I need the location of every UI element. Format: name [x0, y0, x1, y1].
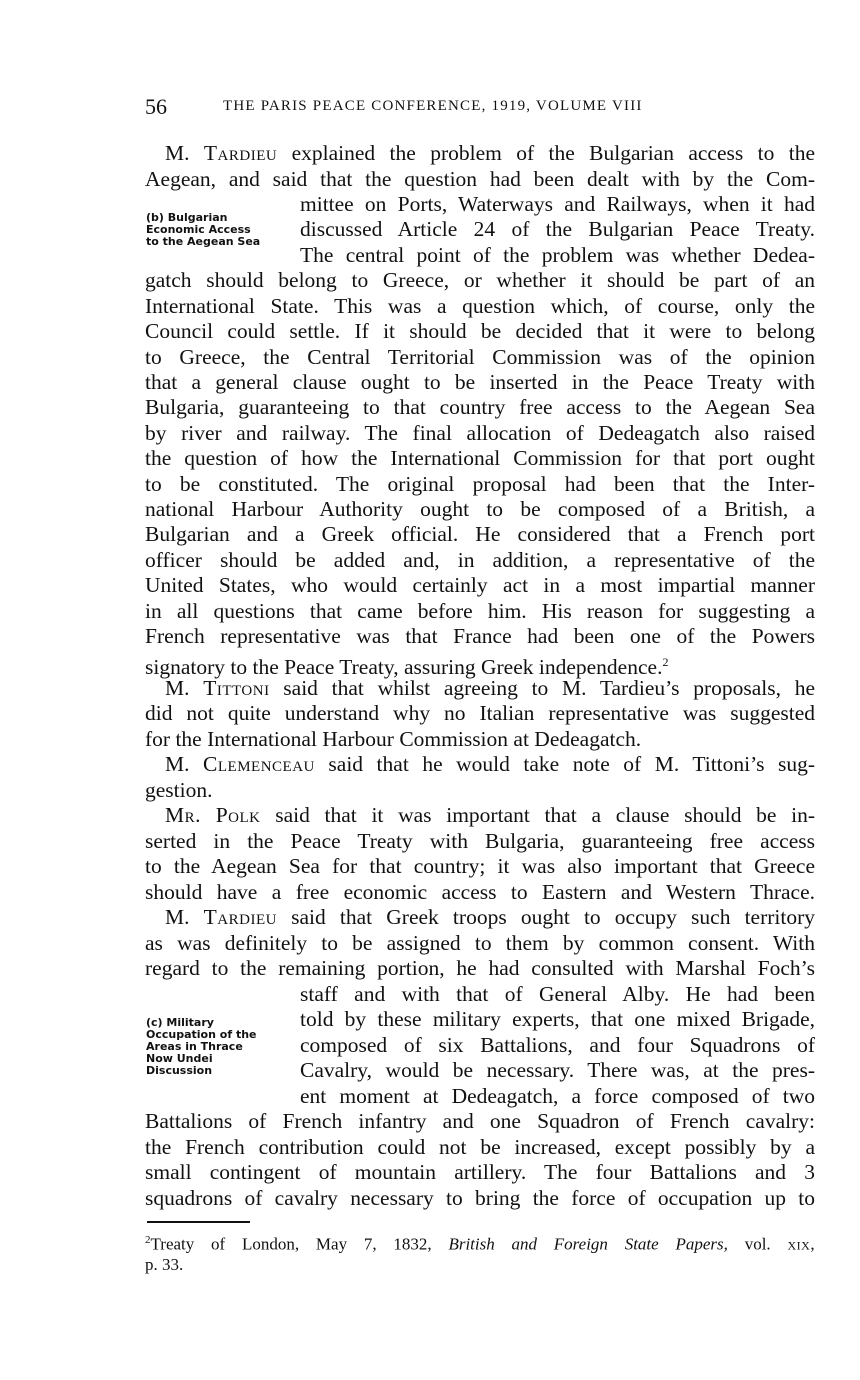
- text-line: French representative was that France had been one of the Powers: [145, 624, 815, 648]
- footnote-line: p. 33.: [145, 1254, 184, 1274]
- text-line: serted in the Peace Treaty with Bulgaria, guaranteeing free access: [145, 829, 815, 853]
- text-line: signatory to the Peace Treaty, assuring Greek independence.$^2$: [145, 655, 669, 680]
- text-line: Bulgaria, guaranteeing to that country free access to the Aegean Sea: [145, 395, 815, 419]
- text-line: to be constituted. The original proposal had been that the Inter-: [145, 472, 815, 496]
- text-line: M. Clemenceau said that he would take note of M. Tittoni’s sug-: [165, 752, 816, 776]
- text-line: Bulgarian and a Greek official. He considered that a French port: [145, 522, 815, 546]
- text-line: gestion.: [145, 778, 213, 802]
- running-head: THE PARIS PEACE CONFERENCE, 1919, VOLUME VIII: [223, 98, 643, 114]
- text-line: Mr. Polk said that it was important that a clause should be in-: [165, 803, 816, 827]
- text-line: M. Tittoni said that whilst agreeing to M. Tardieu’s proposals, he: [165, 676, 816, 700]
- text-line: should have a free economic access to Eastern and Western Thrace.: [145, 880, 815, 904]
- text-line: officer should be added and, in addition, a representative of the: [145, 548, 815, 572]
- text-line: Battalions of French infantry and one Squadron of French cavalry:: [145, 1109, 815, 1133]
- speaker-name: Tittoni: [203, 676, 270, 700]
- text-line: The central point of the problem was whether Dedea-: [300, 243, 815, 267]
- text-line: by river and railway. The final allocation of Dedeagatch also raised: [145, 421, 815, 445]
- text-line: for the International Harbour Commission at Dedeagatch.: [145, 727, 642, 751]
- text-line: in all questions that came before him. His reason for suggesting a: [145, 599, 815, 623]
- footnote-line: $^2$Treaty of London, May 7, 1832, British and Foreign State Papers, vol. xix,: [145, 1234, 816, 1254]
- page-number: 56: [145, 94, 167, 119]
- sidenote-b-line: to the Aegean Sea: [146, 235, 261, 248]
- sidenote-c-line: Discussion: [146, 1064, 213, 1077]
- footnote: [145, 1230, 815, 1275]
- text-line: mittee on Ports, Waterways and Railways, when it had: [300, 192, 815, 216]
- text-line: told by these military experts, that one mixed Brigade,: [300, 1007, 815, 1031]
- text-line: the French contribution could not be increased, except possibly by a: [145, 1135, 815, 1159]
- text-line: gatch should belong to Greece, or whether it should be part of an: [145, 268, 815, 292]
- sidenote-c-line: (c) Military: [146, 1016, 214, 1029]
- text-line: International State. This was a question which, of course, only the: [145, 294, 815, 318]
- text-line: discussed Article 24 of the Bulgarian Peace Treaty.: [300, 217, 815, 241]
- footnote-source-title: British and Foreign State Papers,: [448, 1234, 728, 1254]
- text-line: staff and with that of General Alby. He had been: [300, 982, 815, 1006]
- text-line: United States, who would certainly act in a most impartial manner: [145, 573, 815, 597]
- text-line: Aegean, and said that the question had been dealt with by the Com-: [145, 167, 815, 191]
- sidenote-b-line: Economic Access: [146, 223, 251, 236]
- footnote-marker: 2: [145, 1234, 151, 1246]
- sidenote-c-line: Occupation of the: [146, 1028, 257, 1041]
- sidenote-c-line: Areas in Thrace: [146, 1040, 243, 1053]
- text-line: the question of how the International Commission for that port ought: [145, 446, 815, 470]
- footnote-ref[interactable]: 2: [662, 655, 669, 669]
- sidenote-c: [146, 1017, 257, 1077]
- text-line: ent moment at Dedeagatch, a force composed of two: [300, 1084, 815, 1108]
- text-line: composed of six Battalions, and four Squadrons of: [300, 1033, 815, 1057]
- text-line: M. Tardieu said that Greek troops ought to occupy such territory: [165, 905, 816, 929]
- text-line: Council could settle. If it should be decided that it were to belong: [145, 319, 815, 343]
- text-line: Cavalry, would be necessary. There was, at the pres-: [300, 1058, 815, 1082]
- sidenote-b-line: (b) Bulgarian: [146, 211, 228, 224]
- page-header: [145, 94, 815, 122]
- text-line: M. Tardieu explained the problem of the Bulgarian access to the: [165, 141, 816, 165]
- text-line: to the Aegean Sea for that country; it was also important that Greece: [145, 854, 815, 878]
- text-line: regard to the remaining portion, he had consulted with Marshal Foch’s: [145, 956, 815, 980]
- text-line: small contingent of mountain artillery. The four Battalions and 3: [145, 1160, 815, 1184]
- text-line: did not quite understand why no Italian representative was suggested: [145, 701, 815, 725]
- text-line: that a general clause ought to be inserted in the Peace Treaty with: [145, 370, 815, 394]
- text-line: to Greece, the Central Territorial Commission was of the opinion: [145, 345, 815, 369]
- sidenote-b: [146, 212, 260, 248]
- speaker-name: Tardieu: [203, 905, 277, 929]
- sidenote-c-line: Now Undei: [146, 1052, 213, 1065]
- footnote-divider: [147, 1221, 250, 1223]
- text-line: squadrons of cavalry necessary to bring the force of occupation up to: [145, 1186, 815, 1210]
- speaker-name: Polk: [215, 803, 261, 827]
- speaker-name: Tardieu: [203, 141, 278, 165]
- speaker-name: Clemenceau: [203, 752, 315, 776]
- text-line: national Harbour Authority ought to be composed of a British, a: [145, 497, 815, 521]
- text-line: as was definitely to be assigned to them by common consent. With: [145, 931, 815, 955]
